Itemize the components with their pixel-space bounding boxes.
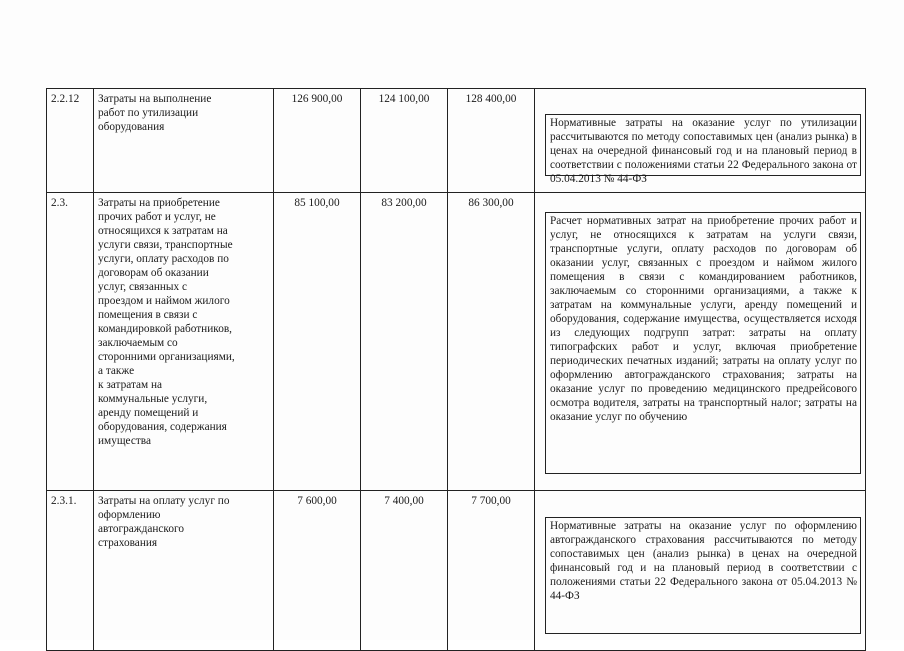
row-value-year3: 86 300,00: [448, 193, 535, 491]
row-code: 2.3.: [47, 193, 94, 491]
row-value-year3: 128 400,00: [448, 89, 535, 193]
row-description-cell: [535, 89, 866, 193]
row-value-year2: 83 200,00: [361, 193, 448, 491]
table-row: [47, 89, 866, 193]
row-value-year3: 7 700,00: [448, 491, 535, 651]
row-value-year1: 85 100,00: [274, 193, 361, 491]
row-description: Нормативные затраты на оказание услуг по оформлению автогражданского страхования рассчитываются по методу сопоставимых цен (анализ рынка) в ценах на очередной финансовый год и на плановый период в соответствии с положениями статьи 22 Федерального закона от 05.04.2013 № 44-ФЗ: [545, 517, 861, 634]
row-description: Нормативные затраты на оказание услуг по утилизации рассчитываются по методу сопоставимых цен (анализ рынка) в ценах на очередной финансовый год и на плановый период в соответствии с положениями статьи 22 Федерального закона от 05.04.2013 № 44-ФЗ: [545, 114, 861, 176]
row-value-year2: 7 400,00: [361, 491, 448, 651]
row-description: Расчет нормативных затрат на приобретение прочих работ и услуг, не относящихся к затратам на услуги связи, транспортные услуги, оплату расходов по договорам об оказании услуг, связанных с проездом и наймом жилого помещения в связи с командированием работников, заключаемым со сторонними организациями, а также к затратам на коммунальные услуги, аренду помещений и оборудования, содержание имущества, осуществляется исходя из следующих подгрупп затрат: затраты на оплату типографских работ и услуг, включая приобретение периодических печатных изданий; затраты на оплату услуг по оформлению автогражданского страхования; затраты на оказание услуг по проведению медицинского предрейсового осмотра водителя, затраты на транспортный налог; затраты на оказание услуг по обучению: [545, 212, 861, 474]
row-description-cell: [535, 491, 866, 651]
row-name: Затраты на приобретение прочих работ и услуг, не относящихся к затратам на услуги связи, транспортные услуги, оплату расходов по договорам об оказании услуг, связанных с проездом и наймом жилого помещения в связи с командировкой работников, заключаемым со сторонними организациями, а также к затратам на коммунальные услуги, аренду помещений и оборудования, содержания имущества: [94, 193, 274, 491]
row-value-year1: 7 600,00: [274, 491, 361, 651]
row-description-cell: [535, 193, 866, 491]
row-code: 2.2.12: [47, 89, 94, 193]
table-row: [47, 491, 866, 651]
row-name: Затраты на выполнение работ по утилизации оборудования: [94, 89, 274, 193]
row-name: Затраты на оплату услуг по оформлению автогражданского страхования: [94, 491, 274, 651]
row-code: 2.3.1.: [47, 491, 94, 651]
table-row: [47, 193, 866, 491]
budget-table: [46, 88, 866, 651]
row-value-year2: 124 100,00: [361, 89, 448, 193]
row-value-year1: 126 900,00: [274, 89, 361, 193]
